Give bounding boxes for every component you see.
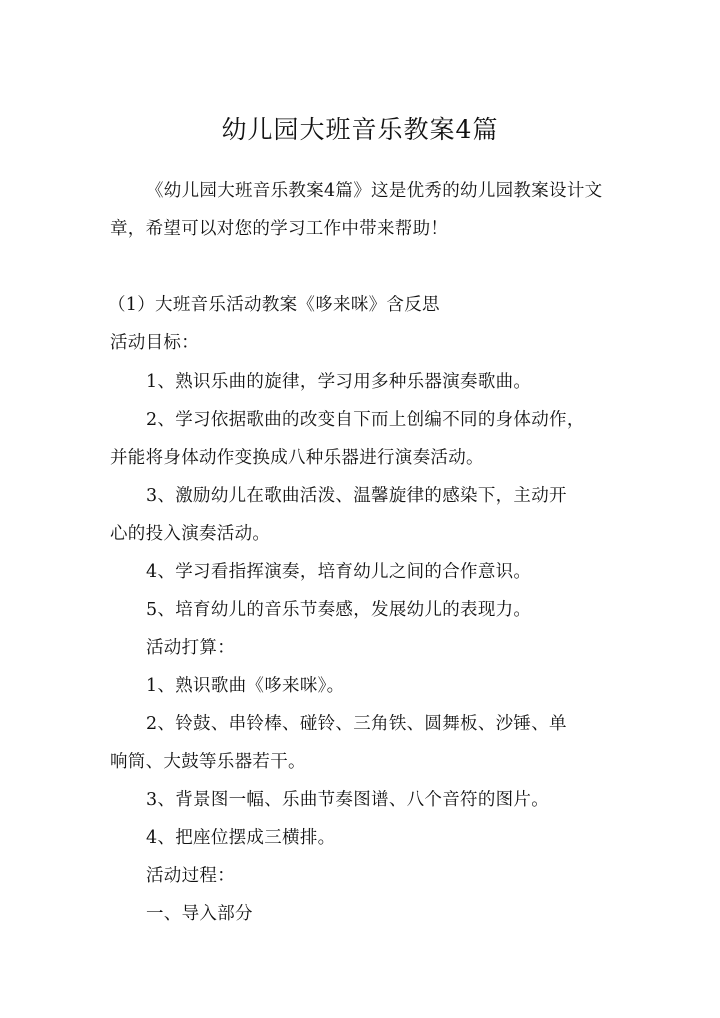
intro-line: 《幼儿园大班音乐教案4篇》这是优秀的幼儿园教案设计文 bbox=[146, 181, 603, 201]
goal-line: 1、熟识乐曲的旋律，学习用多种乐器演奏歌曲。 bbox=[146, 372, 532, 392]
goal-line: 2、学习依据歌曲的改变自下而上创编不同的身体动作， bbox=[146, 410, 585, 430]
prep-line: 响筒、大鼓等乐器若干。 bbox=[110, 752, 306, 772]
goal-line: 4、学习看指挥演奏，培育幼儿之间的合作意识。 bbox=[146, 562, 532, 582]
prep-line: 4、把座位摆成三横排。 bbox=[146, 828, 336, 848]
section-heading: （1）大班音乐活动教案《哆来咪》含反思 bbox=[108, 295, 440, 315]
prep-line: 1、熟识歌曲《哆来咪》。 bbox=[146, 676, 345, 696]
process-line: 一、导入部分 bbox=[146, 904, 253, 924]
prep-line: 2、铃鼓、串铃棒、碰铃、三角铁、圆舞板、沙锤、单 bbox=[146, 714, 567, 734]
goal-line: 3、激励幼儿在歌曲活泼、温馨旋律的感染下，主动开 bbox=[146, 486, 567, 506]
prep-label: 活动打算： bbox=[146, 638, 235, 658]
process-label: 活动过程： bbox=[146, 866, 235, 886]
goals-label: 活动目标： bbox=[110, 333, 199, 353]
goal-line: 5、培育幼儿的音乐节奏感，发展幼儿的表现力。 bbox=[146, 600, 532, 620]
document-title: 幼儿园大班音乐教案4篇 bbox=[221, 115, 499, 144]
intro-line: 章，希望可以对您的学习工作中带来帮助！ bbox=[110, 219, 449, 239]
goal-line: 心的投入演奏活动。 bbox=[110, 524, 271, 544]
prep-line: 3、背景图一幅、乐曲节奏图谱、八个音符的图片。 bbox=[146, 790, 550, 810]
goal-line: 并能将身体动作变换成八种乐器进行演奏活动。 bbox=[110, 448, 484, 468]
